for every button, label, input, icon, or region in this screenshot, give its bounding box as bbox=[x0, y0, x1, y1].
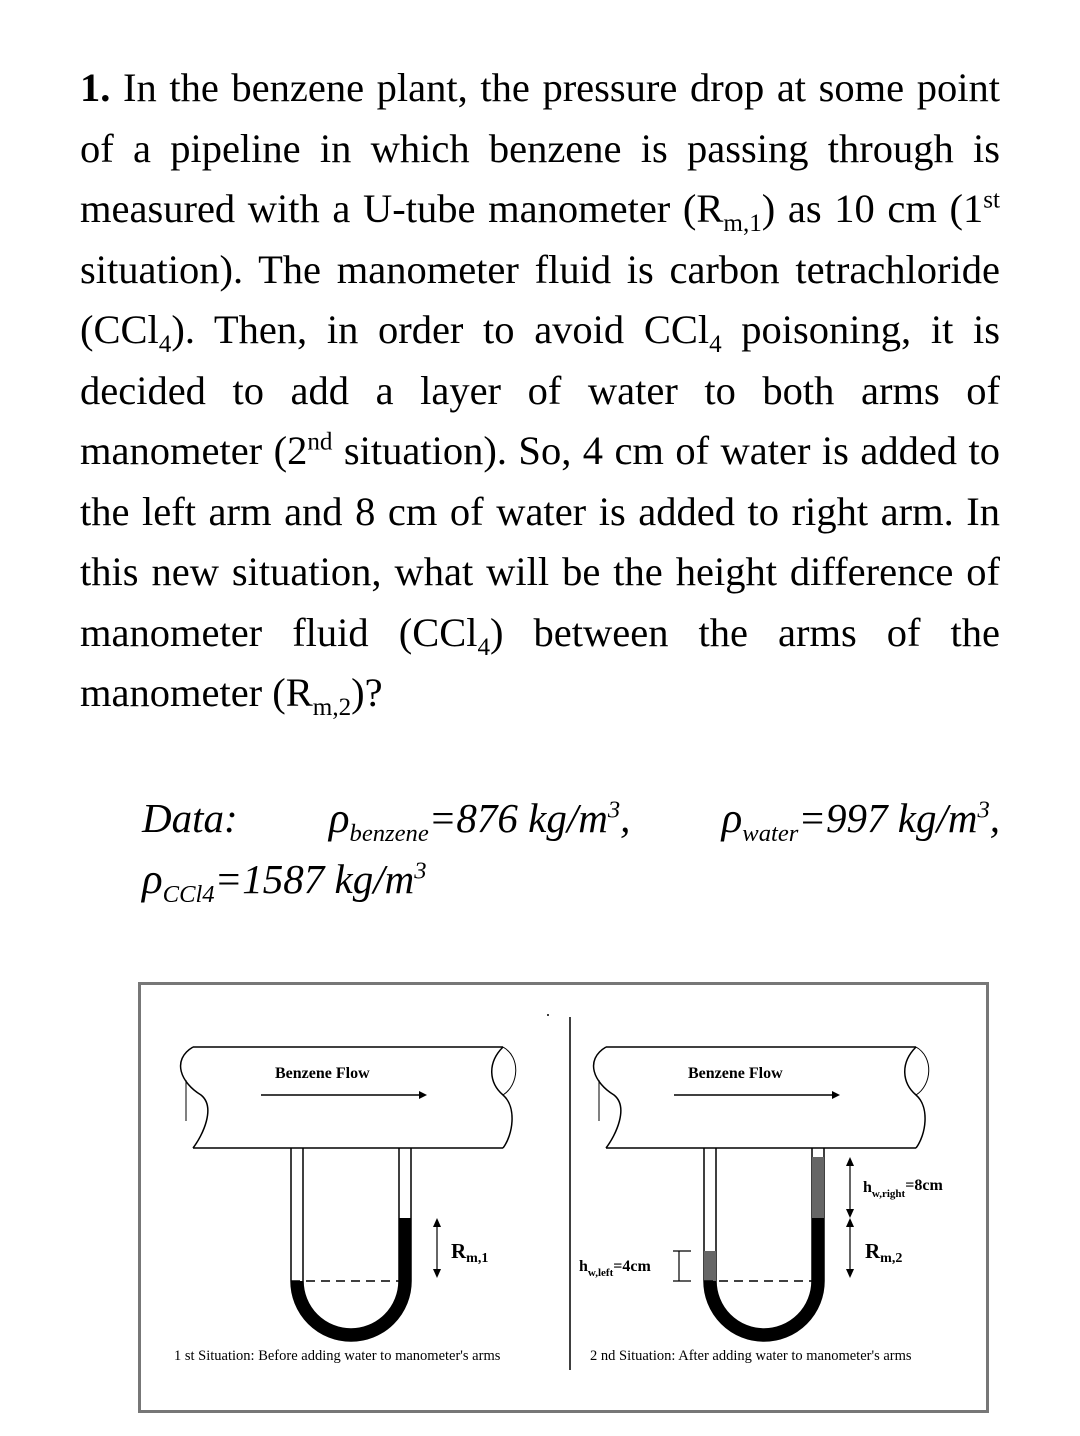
superscript: st bbox=[983, 186, 1000, 214]
comma: , bbox=[620, 795, 631, 841]
left-u-tube-inner bbox=[303, 1148, 399, 1329]
rho-water bbox=[722, 788, 1000, 849]
subscript: 4 bbox=[158, 331, 172, 359]
value: =997 kg/m bbox=[798, 795, 978, 841]
left-flow-label: Benzene Flow bbox=[275, 1065, 370, 1082]
data-block bbox=[142, 788, 1000, 910]
left-r-label: Rm,1 bbox=[451, 1239, 489, 1266]
left-pipe-end-left bbox=[181, 1047, 208, 1148]
subscript: 4 bbox=[477, 633, 491, 661]
value: =876 kg/m bbox=[428, 795, 608, 841]
data-label: Data: bbox=[142, 795, 238, 841]
right-caption: 2 nd Situation: After adding water to manometer's arms bbox=[590, 1348, 912, 1364]
left-pipe-end-right bbox=[492, 1047, 512, 1148]
left-pipe bbox=[193, 1047, 503, 1148]
right-u-tube-inner bbox=[716, 1148, 812, 1329]
right-flow-arrowhead bbox=[832, 1091, 840, 1099]
rho-symbol: ρ bbox=[142, 856, 163, 903]
rho-symbol: ρ bbox=[328, 795, 350, 842]
left-caption: 1 st Situation: Before adding water to manometer's arms bbox=[174, 1348, 501, 1364]
subscript: m,2 bbox=[312, 694, 352, 722]
problem-text-part: ) as 10 cm (1 bbox=[761, 186, 984, 231]
problem-text-part: )? bbox=[351, 670, 383, 715]
superscript: 3 bbox=[414, 857, 427, 885]
left-panel bbox=[174, 1047, 516, 1364]
right-panel bbox=[579, 1047, 943, 1364]
problem-text bbox=[80, 58, 1000, 724]
problem-text-part: ). Then, in order to avoid CCl bbox=[171, 307, 710, 352]
problem-text-part: situation). The manometer fluid is carbon tetrachloride (CCl bbox=[80, 246, 1000, 352]
right-pipe bbox=[606, 1047, 916, 1148]
subscript: 4 bbox=[709, 331, 722, 359]
right-ccl4-fill bbox=[704, 1218, 824, 1341]
data-row-2 bbox=[142, 849, 1000, 910]
right-pipe-end-right bbox=[905, 1047, 925, 1148]
right-r-label: Rm,2 bbox=[865, 1239, 903, 1266]
rho-symbol: ρ bbox=[721, 795, 743, 842]
h-left-label: $h_{w,left}=4cm$ bbox=[579, 1258, 651, 1279]
left-flow-arrowhead bbox=[419, 1091, 427, 1099]
superscript: 3 bbox=[977, 796, 990, 824]
subscript: benzene bbox=[349, 820, 429, 848]
rho-ccl4 bbox=[142, 856, 427, 909]
data-row-1 bbox=[142, 788, 1000, 849]
manometer-figure bbox=[138, 982, 989, 1413]
problem-text-part: situation). So, 4 cm of water is added to the left arm and 8 cm of water is added to right arm. In this new situation, what will be the height difference of manometer fluid (CCl bbox=[80, 428, 1000, 655]
subscript: m,1 bbox=[723, 210, 762, 238]
superscript: 3 bbox=[607, 796, 621, 824]
h-right-label: $h_{w,right}=8cm$ bbox=[863, 1177, 943, 1200]
stray-dot bbox=[547, 1014, 549, 1016]
rho-benzene bbox=[329, 788, 631, 849]
problem-text-part: poisoning, it is decided to add a layer of water to both arms of manometer (2 bbox=[80, 307, 1000, 473]
manometer-diagram bbox=[141, 985, 986, 1410]
right-flow-label: Benzene Flow bbox=[688, 1065, 783, 1082]
right-water-right-fill bbox=[812, 1157, 824, 1218]
subscript: CCl4 bbox=[162, 881, 215, 909]
problem-number: 1. bbox=[80, 65, 111, 110]
right-water-left-fill bbox=[704, 1251, 716, 1281]
problem-text-part: ) between the arms of the manometer (R bbox=[80, 609, 1000, 715]
right-pipe-end-left bbox=[594, 1047, 621, 1148]
subscript: water bbox=[742, 820, 799, 848]
problem-text-part: In the benzene plant, the pressure drop at some point of a pipeline in which benzene is passing through is measured with a U-tube manometer (R bbox=[80, 65, 1001, 231]
value: =1587 kg/m bbox=[214, 856, 415, 902]
comma: , bbox=[989, 795, 1000, 841]
superscript: nd bbox=[307, 428, 333, 456]
left-ccl4-fill bbox=[291, 1218, 411, 1341]
